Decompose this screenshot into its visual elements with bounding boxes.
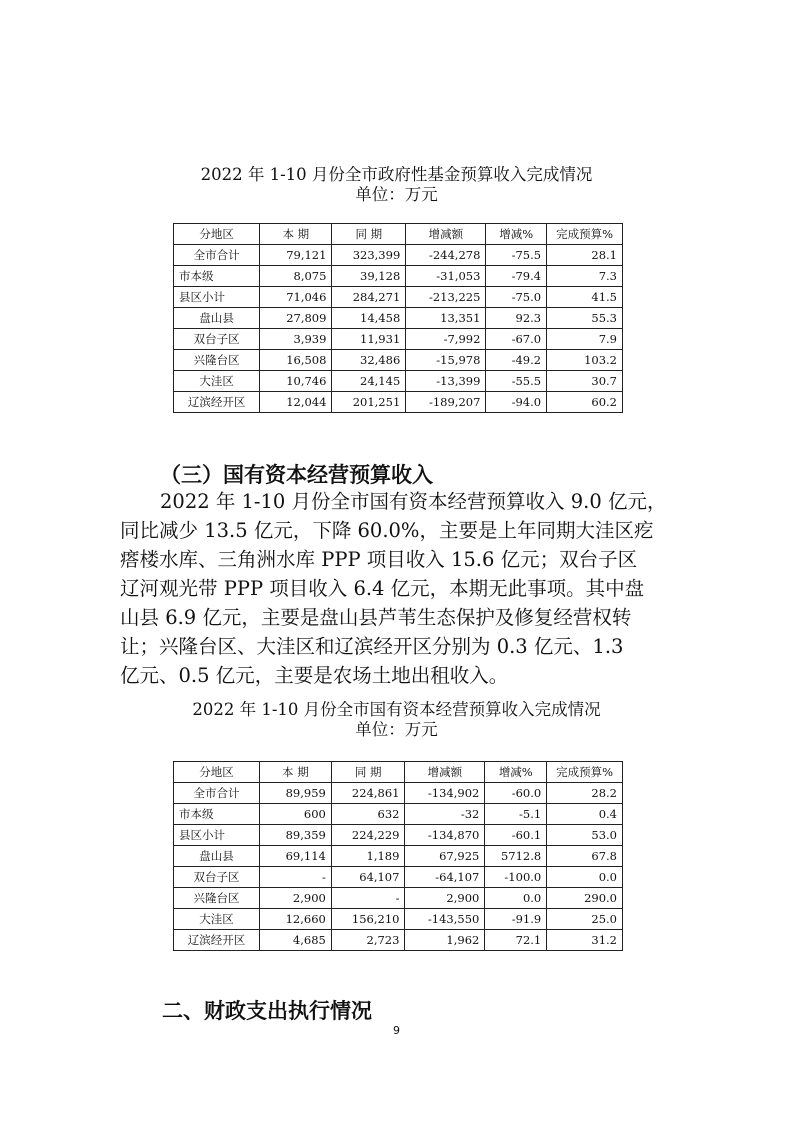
current-cell: 16,508 bbox=[260, 350, 332, 371]
current-cell: - bbox=[259, 867, 331, 888]
table-row bbox=[174, 783, 623, 804]
budget-pct-cell: 55.3 bbox=[547, 308, 623, 329]
prior-cell: 24,145 bbox=[332, 371, 406, 392]
change-pct-cell: 92.3 bbox=[486, 308, 547, 329]
change-amount-cell: 2,900 bbox=[405, 888, 485, 909]
table-row bbox=[174, 266, 623, 287]
section-expenditure-heading: 二、财政支出执行情况 bbox=[162, 999, 372, 1023]
change-pct-cell: -5.1 bbox=[485, 804, 547, 825]
table1-header-row bbox=[174, 224, 623, 245]
change-pct-cell: -75.0 bbox=[486, 287, 547, 308]
table2-header-row bbox=[174, 762, 623, 783]
change-amount-cell: -32 bbox=[405, 804, 485, 825]
table-row bbox=[174, 392, 623, 413]
prior-cell: 2,723 bbox=[331, 930, 405, 951]
change-pct-cell: 72.1 bbox=[485, 930, 547, 951]
budget-pct-cell: 31.2 bbox=[547, 930, 623, 951]
change-amount-cell: 13,351 bbox=[406, 308, 486, 329]
table-row bbox=[174, 371, 623, 392]
header-change-amount: 增减额 bbox=[406, 224, 486, 245]
header-change-pct: 增减% bbox=[485, 762, 547, 783]
region-name-cell: 县区小计 bbox=[174, 825, 260, 846]
region-name-cell: 盘山县 bbox=[174, 308, 260, 329]
current-cell: 79,121 bbox=[260, 245, 332, 266]
section3-heading: （三）国有资本经营预算收入 bbox=[160, 463, 433, 487]
budget-pct-cell: 103.2 bbox=[547, 350, 623, 371]
current-cell: 89,959 bbox=[259, 783, 331, 804]
header-change-amount: 增减额 bbox=[405, 762, 485, 783]
change-pct-cell: -75.5 bbox=[486, 245, 547, 266]
prior-cell: 156,210 bbox=[331, 909, 405, 930]
header-prior: 同 期 bbox=[331, 762, 405, 783]
change-amount-cell: -13,399 bbox=[406, 371, 486, 392]
current-cell: 89,359 bbox=[259, 825, 331, 846]
table-row bbox=[174, 930, 623, 951]
change-amount-cell: -31,053 bbox=[406, 266, 486, 287]
budget-pct-cell: 28.2 bbox=[547, 783, 623, 804]
header-prior: 同 期 bbox=[332, 224, 406, 245]
table1-title: 2022 年 1-10 月份全市政府性基金预算收入完成情况 bbox=[200, 165, 593, 184]
page-number: 9 bbox=[393, 1024, 400, 1037]
table-row bbox=[174, 846, 623, 867]
region-name-cell: 县区小计 bbox=[174, 287, 260, 308]
table-row bbox=[174, 245, 623, 266]
change-pct-cell: -67.0 bbox=[486, 329, 547, 350]
region-name-cell: 兴隆台区 bbox=[174, 888, 260, 909]
region-name-cell: 辽滨经开区 bbox=[174, 930, 260, 951]
prior-cell: 64,107 bbox=[331, 867, 405, 888]
table2 bbox=[173, 761, 623, 951]
current-cell: 600 bbox=[259, 804, 331, 825]
change-amount-cell: -244,278 bbox=[406, 245, 486, 266]
change-pct-cell: 5712.8 bbox=[485, 846, 547, 867]
current-cell: 27,809 bbox=[260, 308, 332, 329]
current-cell: 8,075 bbox=[260, 266, 332, 287]
prior-cell: 632 bbox=[331, 804, 405, 825]
region-name-cell: 兴隆台区 bbox=[174, 350, 260, 371]
change-amount-cell: -134,870 bbox=[405, 825, 485, 846]
change-pct-cell: -91.9 bbox=[485, 909, 547, 930]
current-cell: 2,900 bbox=[259, 888, 331, 909]
prior-cell: 14,458 bbox=[332, 308, 406, 329]
budget-pct-cell: 53.0 bbox=[547, 825, 623, 846]
prior-cell: 224,861 bbox=[331, 783, 405, 804]
region-name-cell: 大洼区 bbox=[174, 371, 260, 392]
paragraph-line: 让；兴隆台区、大洼区和辽滨经开区分别为 0.3 亿元、1.3 bbox=[120, 635, 624, 658]
change-amount-cell: -213,225 bbox=[406, 287, 486, 308]
prior-cell: - bbox=[331, 888, 405, 909]
change-amount-cell: -134,902 bbox=[405, 783, 485, 804]
table-row bbox=[174, 867, 623, 888]
prior-cell: 39,128 bbox=[332, 266, 406, 287]
table-row bbox=[174, 909, 623, 930]
table-row bbox=[174, 308, 623, 329]
header-current: 本 期 bbox=[259, 762, 331, 783]
table2-title: 2022 年 1-10 月份全市国有资本经营预算收入完成情况 bbox=[192, 700, 601, 719]
paragraph-line: 辽河观光带 PPP 项目收入 6.4 亿元，本期无此事项。其中盘 bbox=[120, 577, 645, 600]
budget-pct-cell: 0.0 bbox=[547, 867, 623, 888]
change-amount-cell: 67,925 bbox=[405, 846, 485, 867]
prior-cell: 323,399 bbox=[332, 245, 406, 266]
change-pct-cell: -79.4 bbox=[486, 266, 547, 287]
budget-pct-cell: 0.4 bbox=[547, 804, 623, 825]
current-cell: 71,046 bbox=[260, 287, 332, 308]
region-name-cell: 全市合计 bbox=[174, 245, 260, 266]
current-cell: 12,044 bbox=[260, 392, 332, 413]
prior-cell: 32,486 bbox=[332, 350, 406, 371]
budget-pct-cell: 67.8 bbox=[547, 846, 623, 867]
change-pct-cell: -49.2 bbox=[486, 350, 547, 371]
region-name-cell: 大洼区 bbox=[174, 909, 260, 930]
table2-unit: 单位：万元 bbox=[355, 720, 438, 739]
paragraph-line: 亿元、0.5 亿元，主要是农场土地出租收入。 bbox=[120, 664, 509, 687]
table-row bbox=[174, 825, 623, 846]
section3-paragraph bbox=[120, 487, 680, 690]
prior-cell: 284,271 bbox=[332, 287, 406, 308]
header-current: 本 期 bbox=[260, 224, 332, 245]
change-pct-cell: -55.5 bbox=[486, 371, 547, 392]
region-name-cell: 全市合计 bbox=[174, 783, 260, 804]
change-amount-cell: -64,107 bbox=[405, 867, 485, 888]
budget-pct-cell: 28.1 bbox=[547, 245, 623, 266]
table-row bbox=[174, 888, 623, 909]
change-amount-cell: -143,550 bbox=[405, 909, 485, 930]
table-row bbox=[174, 804, 623, 825]
change-amount-cell: -15,978 bbox=[406, 350, 486, 371]
region-name-cell: 双台子区 bbox=[174, 867, 260, 888]
table-row bbox=[174, 329, 623, 350]
table-row bbox=[174, 287, 623, 308]
change-pct-cell: -94.0 bbox=[486, 392, 547, 413]
budget-pct-cell: 7.3 bbox=[547, 266, 623, 287]
paragraph-line: 瘩楼水库、三角洲水库 PPP 项目收入 15.6 亿元；双台子区 bbox=[120, 548, 638, 571]
budget-pct-cell: 7.9 bbox=[547, 329, 623, 350]
region-name-cell: 盘山县 bbox=[174, 846, 260, 867]
table1-unit: 单位：万元 bbox=[355, 185, 438, 204]
current-cell: 3,939 bbox=[260, 329, 332, 350]
paragraph-line: 同比减少 13.5 亿元，下降 60.0%，主要是上年同期大洼区疙 bbox=[120, 519, 654, 542]
paragraph-line: 2022 年 1-10 月份全市国有资本经营预算收入 9.0 亿元， bbox=[160, 490, 667, 513]
change-pct-cell: -100.0 bbox=[485, 867, 547, 888]
change-amount-cell: -189,207 bbox=[406, 392, 486, 413]
budget-pct-cell: 25.0 bbox=[547, 909, 623, 930]
table1 bbox=[173, 223, 623, 413]
header-region: 分地区 bbox=[174, 762, 260, 783]
change-amount-cell: 1,962 bbox=[405, 930, 485, 951]
budget-pct-cell: 60.2 bbox=[547, 392, 623, 413]
change-pct-cell: -60.1 bbox=[485, 825, 547, 846]
budget-pct-cell: 41.5 bbox=[547, 287, 623, 308]
current-cell: 12,660 bbox=[259, 909, 331, 930]
header-budget-pct: 完成预算% bbox=[547, 224, 623, 245]
prior-cell: 1,189 bbox=[331, 846, 405, 867]
change-pct-cell: -60.0 bbox=[485, 783, 547, 804]
change-pct-cell: 0.0 bbox=[485, 888, 547, 909]
current-cell: 69,114 bbox=[259, 846, 331, 867]
prior-cell: 224,229 bbox=[331, 825, 405, 846]
budget-pct-cell: 30.7 bbox=[547, 371, 623, 392]
change-amount-cell: -7,992 bbox=[406, 329, 486, 350]
prior-cell: 11,931 bbox=[332, 329, 406, 350]
region-name-cell: 辽滨经开区 bbox=[174, 392, 260, 413]
prior-cell: 201,251 bbox=[332, 392, 406, 413]
header-budget-pct: 完成预算% bbox=[547, 762, 623, 783]
budget-pct-cell: 290.0 bbox=[547, 888, 623, 909]
table-row bbox=[174, 350, 623, 371]
region-name-cell: 市本级 bbox=[174, 804, 260, 825]
region-name-cell: 市本级 bbox=[174, 266, 260, 287]
header-region: 分地区 bbox=[174, 224, 260, 245]
header-change-pct: 增减% bbox=[486, 224, 547, 245]
region-name-cell: 双台子区 bbox=[174, 329, 260, 350]
current-cell: 4,685 bbox=[259, 930, 331, 951]
paragraph-line: 山县 6.9 亿元，主要是盘山县芦苇生态保护及修复经营权转 bbox=[120, 606, 632, 629]
current-cell: 10,746 bbox=[260, 371, 332, 392]
